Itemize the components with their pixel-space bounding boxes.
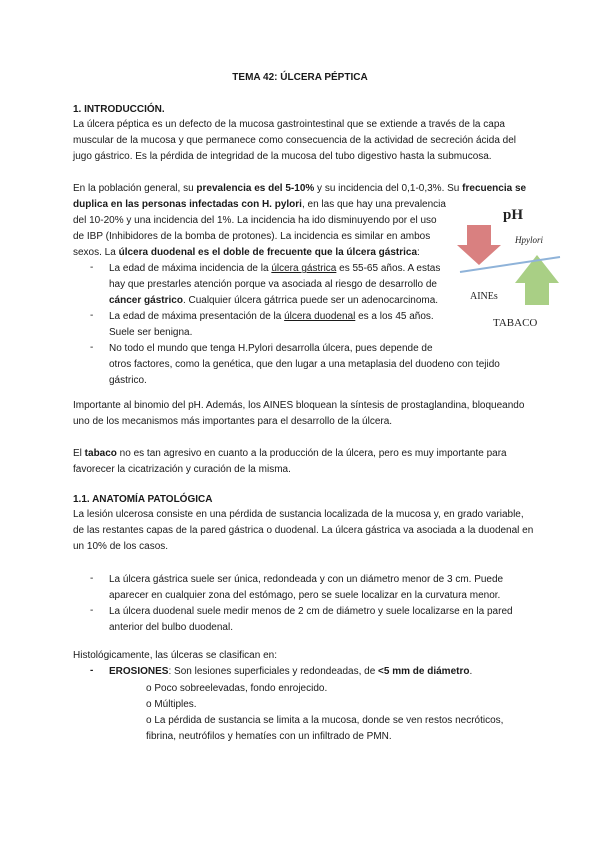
text-line: gástrico. xyxy=(109,375,147,386)
text-line: favorecer la cicatrización y curación de la misma. xyxy=(73,464,291,475)
text-line xyxy=(73,446,543,462)
bullet-dash: - xyxy=(90,665,94,676)
bullet-erosiones xyxy=(109,664,472,680)
bullet-gastric-age xyxy=(109,261,440,309)
sub-item: o La pérdida de sustancia se limita a la mucosa, donde se ven restos necróticos, xyxy=(146,715,504,726)
sub-item: fibrina, neutrófilos y hematíes con un infiltrado de PMN. xyxy=(146,731,392,742)
bullet-hpylori xyxy=(109,341,500,389)
bullet-dash: - xyxy=(90,262,94,273)
text-line: hay que prestarles atención porque va asociada al riesgo de desarrollo de xyxy=(109,279,437,290)
text-run-bold: úlcera duodenal es el doble de frecuente que la úlcera gástrica xyxy=(118,247,418,258)
text-run-underlined: úlcera duodenal xyxy=(284,311,356,322)
text-line xyxy=(73,181,533,197)
sub-item: o Poco sobreelevadas, fondo enrojecido. xyxy=(146,683,328,694)
text-run: La edad de máxima incidencia de la xyxy=(109,263,272,274)
text-run: sexos. La xyxy=(73,247,119,258)
text-line: anterior del bulbo duodenal. xyxy=(109,622,233,633)
tabaco-paragraph xyxy=(73,446,543,478)
text-line: La úlcera gástrica suele ser única, redondeada y con un diámetro menor de 3 cm. Puede xyxy=(109,574,504,585)
text-run: : Son lesiones superficiales y redondeadas, de xyxy=(168,666,379,677)
text-run: . xyxy=(469,666,473,677)
text-run: no es tan agresivo en cuanto a la producción de la úlcera, pero es muy importante para xyxy=(116,448,507,459)
arrow-down-icon xyxy=(457,225,501,265)
bullet-dash: - xyxy=(90,605,94,616)
balance-diagram xyxy=(455,205,565,335)
text-line: La lesión ulcerosa consiste en una pérdida de sustancia localizada de la mucosa y, en grado variable, xyxy=(73,509,524,520)
tabaco-label: TABACO xyxy=(493,317,538,329)
text-run-bold: <5 mm de diámetro xyxy=(378,666,470,677)
text-run: es 55-65 años. A estas xyxy=(336,263,441,274)
text-run: En la población general, su xyxy=(73,183,197,194)
text-line: No todo el mundo que tenga H.Pylori desarrolla úlcera, pues depende de xyxy=(109,343,433,354)
text-run-bold: tabaco xyxy=(84,448,117,459)
text-run: , en las que hay una prevalencia xyxy=(301,199,446,210)
section-heading-anatomia: 1.1. ANATOMÍA PATOLÓGICA xyxy=(73,494,213,505)
ph-paragraph xyxy=(73,398,543,430)
aines-label: AINEs xyxy=(470,291,498,302)
bullet-duodenal-ulcer xyxy=(109,604,513,636)
text-line: La úlcera duodenal suele medir menos de 2 cm de diámetro y suele localizarse en la pared xyxy=(109,606,513,617)
text-run-bold: duplica en las personas infectadas con H. pylori xyxy=(73,199,302,210)
sub-item: o Múltiples. xyxy=(146,699,197,710)
text-line: un 10% de los casos. xyxy=(73,541,169,552)
bullet-dash: - xyxy=(90,573,94,584)
ph-balance-figure xyxy=(455,205,565,335)
text-line: La úlcera péptica es un defecto de la mucosa gastrointestinal que se extiende a través de la capa xyxy=(73,119,505,130)
intro-paragraph xyxy=(73,117,533,165)
text-line: jugo gástrico. Es la pérdida de integridad de la mucosa del tubo digestivo hasta la submucosa. xyxy=(73,151,492,162)
bullet-dash: - xyxy=(90,342,94,353)
hpylori-label: Hpylori xyxy=(515,235,543,245)
text-line: de IBP (Inhibidores de la bomba de protones). La incidencia es similar en ambos xyxy=(73,231,431,242)
text-run: El xyxy=(73,448,85,459)
text-run: es a los 45 años. xyxy=(355,311,434,322)
histology-intro xyxy=(73,648,533,664)
text-line: del 10-20% y una incidencia del 1%. La incidencia ha ido disminuyendo por el uso xyxy=(73,215,437,226)
text-run: La edad de máxima presentación de la xyxy=(109,311,285,322)
text-run: y su incidencia del 0,1-0,3%. Su xyxy=(314,183,463,194)
text-line: Importante al binomio del pH. Además, los AINES bloquean la síntesis de prostaglandina, bloqueando xyxy=(73,400,525,411)
text-line: de las restantes capas de la pared gástrica o duodenal. La úlcera gástrica va asociada a la duodenal en xyxy=(73,525,534,536)
text-line: uno de los mecanismos más importantes para el desarrollo de la úlcera. xyxy=(73,416,393,427)
text-run-bold: EROSIONES xyxy=(109,666,169,677)
text-line: Suele ser benigna. xyxy=(109,327,193,338)
ph-label: pH xyxy=(503,207,524,223)
bullet-dash: - xyxy=(90,310,94,321)
text-line: aparecer en cualquier zona del estómago, pero se suele localizar en la curvatura menor. xyxy=(109,590,501,601)
section-heading-introduccion: 1. INTRODUCCIÓN. xyxy=(73,104,165,115)
text-line: muscular de la mucosa y que permanece como consecuencia de la actividad de secreción ácida del xyxy=(73,135,517,146)
text-line: otros factores, como la genética, que den lugar a una metaplasia del duodeno con tejido xyxy=(109,359,500,370)
text-run: : xyxy=(417,247,420,258)
text-line: Histológicamente, las úlceras se clasifican en: xyxy=(73,650,277,661)
text-run: . Cualquier úlcera gátrrica puede ser un adenocarcinoma. xyxy=(182,295,439,306)
bullet-duodenal-age xyxy=(109,309,434,341)
text-run-underlined: úlcera gástrica xyxy=(271,263,337,274)
text-run-bold: prevalencia es del 5-10% xyxy=(196,183,315,194)
anatomia-paragraph xyxy=(73,507,543,555)
bullet-gastric-ulcer xyxy=(109,572,503,604)
text-run-bold: frecuencia se xyxy=(462,183,527,194)
page-title: TEMA 42: ÚLCERA PÉPTICA xyxy=(232,72,368,83)
text-run-bold: cáncer gástrico xyxy=(109,295,183,306)
